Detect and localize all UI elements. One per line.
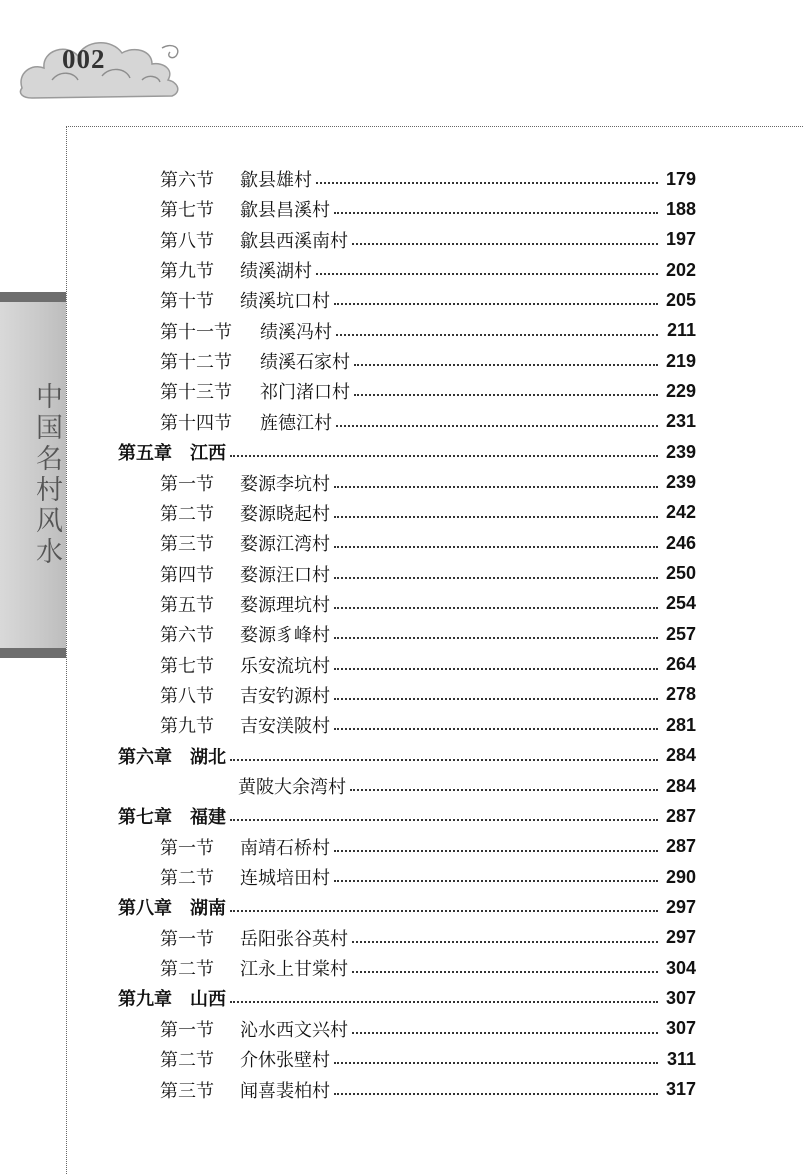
dot-leader — [334, 303, 658, 305]
page-ref: 297 — [665, 927, 696, 948]
toc-label — [118, 803, 226, 829]
page-ref: 290 — [665, 866, 696, 887]
page-ref: 297 — [665, 896, 696, 917]
section-title: 闻喜裴柏村 — [240, 1080, 330, 1102]
dot-leader — [230, 819, 658, 821]
page-ref: 307 — [665, 987, 696, 1008]
dot-leader — [354, 364, 658, 366]
dot-leader — [334, 698, 658, 700]
toc-section-row — [160, 225, 696, 255]
section-number: 第八节 — [160, 230, 214, 252]
toc-section-row — [160, 710, 696, 740]
section-number: 第七节 — [160, 655, 214, 677]
page-ref: 304 — [665, 957, 696, 978]
page-ref: 307 — [665, 1018, 696, 1039]
section-title: 婺源豸峰村 — [240, 625, 330, 647]
page-ref: 278 — [665, 684, 696, 705]
section-title: 黄陂大余湾村 — [238, 777, 346, 798]
toc-label — [160, 409, 332, 435]
toc-section-row — [160, 832, 696, 862]
dot-leader — [352, 971, 658, 973]
toc-section-row — [160, 468, 696, 498]
page-ref: 231 — [665, 411, 696, 432]
page-ref: 229 — [665, 380, 696, 401]
toc-label — [160, 227, 348, 253]
section-title: 歙县雄村 — [240, 170, 312, 191]
chapter-number: 第七章 — [118, 807, 172, 829]
dot-leader — [352, 243, 658, 245]
section-number: 第十四节 — [160, 412, 232, 434]
section-number: 第七节 — [160, 200, 214, 222]
chapter-title: 山西 — [190, 989, 226, 1011]
section-title: 婺源江湾村 — [240, 534, 330, 556]
page-ref: 239 — [665, 472, 696, 492]
section-number: 第九节 — [160, 716, 214, 738]
section-number: 第一节 — [160, 928, 214, 950]
toc-label — [118, 439, 226, 465]
section-title: 岳阳张谷英村 — [240, 928, 348, 950]
section-number: 第十三节 — [160, 382, 232, 404]
page-ref: 219 — [665, 350, 696, 371]
section-title: 歙县西溪南村 — [240, 230, 348, 252]
toc-label — [160, 1016, 348, 1042]
dot-leader — [334, 212, 658, 214]
toc-label — [160, 1046, 330, 1072]
section-title: 吉安钓源村 — [240, 685, 330, 707]
section-number: 第十二节 — [160, 352, 232, 374]
section-number: 第一节 — [160, 1019, 214, 1041]
page-ref: 202 — [665, 259, 696, 280]
toc-label — [118, 894, 226, 920]
page-ref: 211 — [666, 320, 696, 341]
toc-label — [160, 348, 350, 374]
section-number: 第二节 — [160, 503, 214, 525]
toc-section-row — [160, 255, 696, 285]
page-ref: 246 — [665, 532, 696, 553]
dot-leader — [336, 334, 658, 336]
toc-section-row — [160, 559, 696, 589]
section-title: 绩溪湖村 — [240, 261, 312, 283]
section-number: 第八节 — [160, 685, 214, 707]
toc-section-row — [160, 589, 696, 619]
page-ref: 311 — [666, 1048, 696, 1069]
section-title: 祁门渚口村 — [260, 382, 350, 404]
page-ref: 188 — [665, 198, 696, 219]
dot-leader — [334, 516, 658, 518]
dot-leader — [230, 759, 658, 761]
toc-label — [160, 318, 332, 344]
dot-leader — [230, 1001, 658, 1003]
toc-chapter-row — [118, 741, 696, 771]
toc-section-row — [160, 650, 696, 680]
toc-chapter-row — [118, 437, 696, 467]
section-number: 第十一节 — [160, 321, 232, 343]
toc-section-row — [160, 164, 696, 194]
page-ref: 257 — [665, 623, 696, 644]
toc-label — [160, 166, 312, 192]
section-number: 第十节 — [160, 291, 214, 313]
toc-label — [160, 561, 330, 587]
page-ref: 239 — [665, 441, 696, 462]
toc-section-row — [160, 862, 696, 892]
toc-section-row — [160, 1014, 696, 1044]
section-title: 歙县昌溪村 — [240, 200, 330, 222]
toc-label — [160, 378, 350, 404]
page-ref: 287 — [665, 836, 696, 857]
toc-label — [160, 621, 330, 647]
toc-section-row — [160, 953, 696, 983]
dot-leader — [334, 850, 658, 852]
toc-section-row — [160, 346, 696, 376]
section-number: 第一节 — [160, 837, 214, 859]
section-title: 介休张壁村 — [240, 1050, 330, 1072]
chapter-number: 第九章 — [118, 989, 172, 1011]
toc-chapter-row — [118, 983, 696, 1013]
page-ref: 284 — [665, 745, 696, 766]
chapter-title: 福建 — [190, 807, 226, 829]
toc-label — [118, 985, 226, 1011]
page-ref: 242 — [665, 502, 696, 523]
section-number: 第二节 — [160, 1050, 214, 1072]
section-number: 第一节 — [160, 473, 214, 495]
dot-leader — [336, 425, 658, 427]
toc-section-row — [160, 619, 696, 649]
dot-leader — [230, 910, 658, 912]
section-title: 婺源晓起村 — [240, 503, 330, 525]
section-title: 婺源李坑村 — [240, 473, 330, 495]
section-title: 乐安流坑村 — [240, 655, 330, 677]
toc-label — [160, 470, 330, 496]
section-title: 绩溪冯村 — [260, 321, 332, 343]
page-ref: 281 — [665, 714, 696, 735]
dot-leader — [334, 486, 658, 488]
section-number: 第六节 — [160, 170, 214, 191]
toc-chapter-row — [118, 801, 696, 831]
section-number: 第六节 — [160, 625, 214, 647]
section-title: 南靖石桥村 — [240, 837, 330, 859]
toc-section-row — [160, 528, 696, 558]
section-title: 旌德江村 — [260, 412, 332, 434]
toc-section-row — [160, 498, 696, 528]
toc-label — [160, 712, 330, 738]
toc-section-row — [160, 376, 696, 406]
page-number: 002 — [62, 44, 106, 74]
chapter-title: 湖北 — [190, 746, 226, 768]
toc-label — [160, 925, 348, 951]
page-ref: 264 — [665, 654, 696, 675]
toc-section-row — [160, 407, 696, 437]
page-ref: 317 — [665, 1079, 696, 1099]
dot-leader — [334, 880, 658, 882]
section-number: 第三节 — [160, 534, 214, 556]
toc-section-row — [160, 1075, 696, 1105]
toc-label — [160, 682, 330, 708]
toc-label — [160, 257, 312, 283]
toc-section-row — [238, 771, 696, 801]
page-ref: 284 — [665, 775, 696, 796]
toc-chapter-row — [118, 892, 696, 922]
dot-leader — [316, 273, 658, 275]
dot-leader — [334, 1062, 658, 1064]
page-ref: 254 — [665, 593, 696, 614]
toc-section-row — [160, 316, 696, 346]
toc-label — [160, 834, 330, 860]
page-ref: 205 — [665, 289, 696, 310]
dot-leader — [334, 607, 658, 609]
section-title: 婺源汪口村 — [240, 564, 330, 586]
toc-section-row — [160, 923, 696, 953]
dot-leader — [350, 789, 658, 791]
dot-leader — [352, 1032, 658, 1034]
toc-label — [160, 652, 330, 678]
section-title: 连城培田村 — [240, 868, 330, 890]
section-number: 第二节 — [160, 868, 214, 890]
toc-section-row — [160, 194, 696, 224]
section-title: 吉安渼陂村 — [240, 716, 330, 738]
toc-label — [160, 1077, 330, 1103]
section-title: 绩溪石家村 — [260, 352, 350, 374]
section-title: 绩溪坑口村 — [240, 291, 330, 313]
dot-leader — [352, 941, 658, 943]
chapter-title: 江西 — [190, 443, 226, 465]
toc-label — [160, 591, 330, 617]
section-number: 第四节 — [160, 564, 214, 586]
dot-leader — [334, 577, 658, 579]
chapter-number: 第八章 — [118, 898, 172, 920]
section-title: 江永上甘棠村 — [240, 959, 348, 981]
section-title: 沁水西文兴村 — [240, 1019, 348, 1041]
dot-leader — [230, 455, 658, 457]
section-number: 第九节 — [160, 261, 214, 283]
dot-leader — [334, 668, 658, 670]
section-title: 婺源理坑村 — [240, 594, 330, 616]
dot-leader — [334, 1093, 658, 1095]
toc-label — [160, 530, 330, 556]
toc-label — [238, 773, 346, 799]
toc-label — [118, 743, 226, 769]
dot-leader — [316, 182, 658, 184]
toc-section-row — [160, 1044, 696, 1074]
page-ref: 287 — [665, 805, 696, 826]
toc-section-row — [160, 680, 696, 710]
section-number: 第三节 — [160, 1080, 214, 1102]
chapter-title: 湖南 — [190, 898, 226, 920]
toc-section-row — [160, 285, 696, 315]
section-number: 第五节 — [160, 594, 214, 616]
toc-label — [160, 500, 330, 526]
toc-label — [160, 864, 330, 890]
dot-leader — [334, 637, 658, 639]
toc-label — [160, 196, 330, 222]
chapter-number: 第五章 — [118, 443, 172, 465]
dot-leader — [354, 394, 658, 396]
toc-label — [160, 955, 348, 981]
dot-leader — [334, 546, 658, 548]
page-ref: 197 — [665, 229, 696, 250]
dot-leader — [334, 728, 658, 730]
section-number: 第二节 — [160, 959, 214, 981]
page-ref: 179 — [665, 168, 696, 189]
page-ref: 250 — [665, 563, 696, 584]
chapter-number: 第六章 — [118, 746, 172, 768]
book-title: 中国名村风水 — [31, 382, 62, 568]
toc-label — [160, 287, 330, 313]
